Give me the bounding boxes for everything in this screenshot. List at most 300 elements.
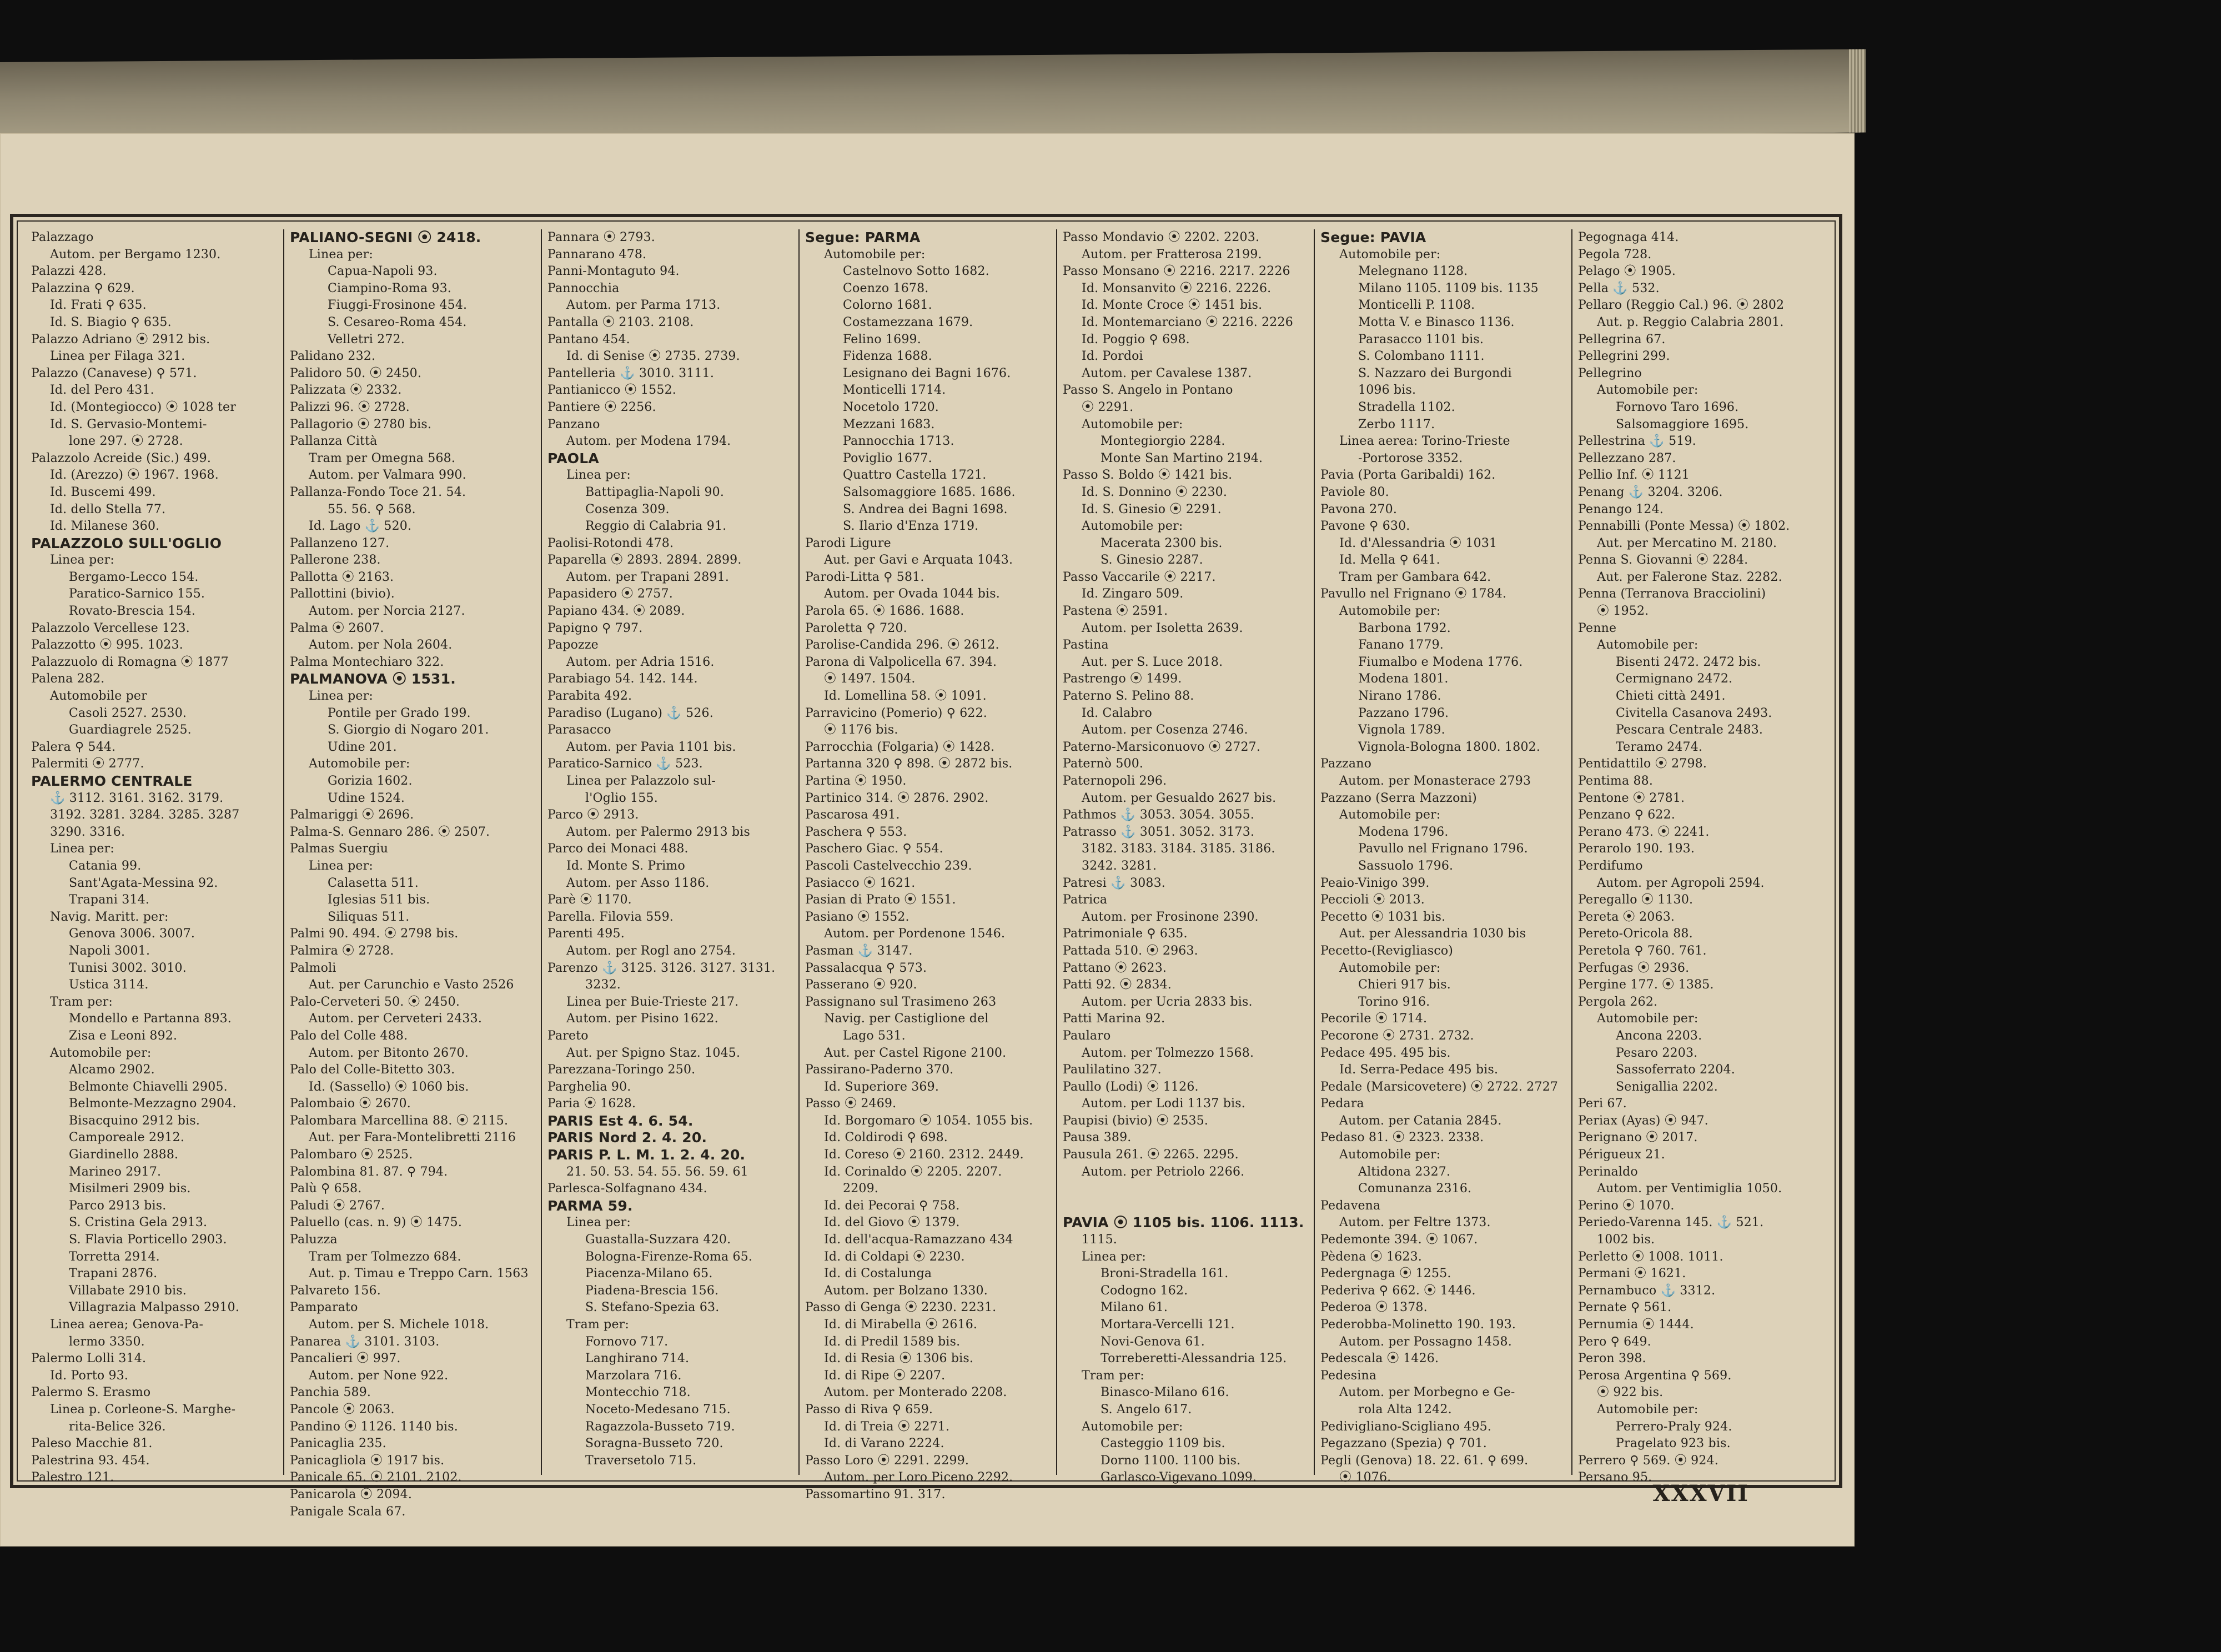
index-entry: l'Oglio 155.	[585, 791, 658, 805]
index-entry: Paupisi (bivio) ⦿ 2535.	[1063, 1113, 1209, 1128]
index-entry: Autom. per S. Michele 1018.	[309, 1318, 489, 1332]
index-entry: Aut. per Alessandria 1030 bis	[1339, 927, 1526, 941]
index-entry: Palombaio ⦿ 2670.	[290, 1097, 411, 1111]
index-entry: Fornovo 717.	[585, 1334, 669, 1349]
index-entry: Civitella Casanova 2493.	[1616, 706, 1772, 720]
index-entry: Ragazzola-Busseto 719.	[585, 1419, 735, 1434]
index-entry: Navig. per Castiglione del	[824, 1012, 989, 1026]
index-entry: Id. S. Donnino ⦿ 2230.	[1082, 485, 1228, 499]
index-entry: Pareto	[547, 1028, 589, 1043]
index-entry: Id. (Arezzo) ⦿ 1967. 1968.	[50, 468, 219, 483]
index-entry: Pedavena	[1320, 1198, 1381, 1213]
index-entry: Autom. per Valmara 990.	[309, 468, 466, 483]
index-entry: Panarea ⚓ 3101. 3103.	[290, 1334, 440, 1349]
index-entry: Pecetto ⦿ 1031 bis.	[1320, 910, 1446, 924]
index-entry: Vignola-Bologna 1800. 1802.	[1358, 740, 1541, 754]
index-entry: Id. Coreso ⦿ 2160. 2312. 2449.	[824, 1148, 1024, 1162]
index-entry: Teramo 2474.	[1616, 740, 1703, 754]
index-entry: Palazzuolo di Romagna ⦿ 1877	[31, 655, 229, 669]
index-entry: Passo S. Boldo ⦿ 1421 bis.	[1063, 468, 1233, 483]
index-entry: Perrero ⚲ 569. ⦿ 924.	[1578, 1453, 1718, 1468]
index-entry: Palazzolo Vercellese 123.	[31, 621, 190, 635]
index-entry: Quattro Castella 1721.	[843, 468, 987, 483]
index-entry: Pallanzeno 127.	[290, 536, 390, 550]
index-entry: Id. S. Ginesio ⦿ 2291.	[1082, 502, 1222, 516]
index-entry: Palombara Marcellina 88. ⦿ 2115.	[290, 1113, 509, 1128]
index-entry: Autom. per Monterado 2208.	[824, 1385, 1007, 1400]
index-entry: Passo Vaccarile ⦿ 2217.	[1063, 570, 1216, 584]
index-entry: Pantiere ⦿ 2256.	[547, 400, 656, 414]
index-entry: S. Cristina Gela 2913.	[69, 1216, 208, 1230]
index-entry: Salsomaggiore 1685. 1686.	[843, 485, 1016, 499]
index-entry: Palo del Colle-Bitetto 303.	[290, 1063, 455, 1077]
index-entry: Palmoli	[290, 961, 336, 975]
index-entry: Autom. per Pisino 1622.	[566, 1012, 718, 1026]
index-entry: Pegola 728.	[1578, 247, 1652, 262]
index-entry: S. Ginesio 2287.	[1101, 553, 1203, 568]
index-heading: PAOLA	[547, 450, 599, 466]
index-entry: Id. di Resia ⦿ 1306 bis.	[824, 1352, 974, 1366]
index-entry: Automobile per:	[824, 247, 926, 262]
index-entry: Paluello (cas. n. 9) ⦿ 1475.	[290, 1216, 463, 1230]
index-entry: Casoli 2527. 2530.	[69, 706, 187, 720]
index-entry: Id. di Costalunga	[824, 1267, 932, 1281]
index-entry: Bologna-Firenze-Roma 65.	[585, 1249, 753, 1264]
index-entry: Panchia 589.	[290, 1385, 371, 1400]
index-entry: Patrimoniale ⚲ 635.	[1063, 927, 1188, 941]
index-entry: Traversetolo 715.	[585, 1453, 697, 1468]
index-entry: Id. di Senise ⦿ 2735. 2739.	[566, 349, 740, 364]
index-entry: Broni-Stradella 161.	[1101, 1267, 1229, 1281]
index-entry: Periax (Ayas) ⦿ 947.	[1578, 1113, 1709, 1128]
index-entry: Modena 1796.	[1358, 825, 1449, 839]
index-entry: Udine 201.	[328, 740, 397, 754]
index-entry: Linea per Palazzolo sul-	[566, 774, 716, 788]
index-entry: Zerbo 1117.	[1358, 417, 1435, 431]
index-entry: Pallanza Città	[290, 434, 378, 449]
index-entry: Calasetta 511.	[328, 876, 419, 890]
index-entry: Palazzo Adriano ⦿ 2912 bis.	[31, 332, 210, 347]
index-entry: Pastina	[1063, 638, 1109, 652]
index-entry: Pasian di Prato ⦿ 1551.	[805, 893, 956, 907]
index-entry: Pantelleria ⚓ 3010. 3111.	[547, 366, 715, 380]
index-entry: Palma-S. Gennaro 286. ⦿ 2507.	[290, 825, 490, 839]
index-entry: Paulilatino 327.	[1063, 1063, 1162, 1077]
index-entry: 55. 56. ⚲ 568.	[328, 502, 416, 516]
index-entry: Autom. per Rogl ano 2754.	[566, 943, 736, 958]
index-entry: Trapani 2876.	[69, 1267, 158, 1281]
index-entry: Pegazzano (Spezia) ⚲ 701.	[1320, 1437, 1487, 1451]
index-entry: Papasidero ⦿ 2757.	[547, 587, 673, 601]
index-entry: Parlesca-Solfagnano 434.	[547, 1182, 707, 1196]
index-entry: Ancona 2203.	[1616, 1028, 1702, 1043]
index-entry: Comunanza 2316.	[1358, 1182, 1472, 1196]
index-entry: Linea per:	[566, 1216, 631, 1230]
index-entry: Pellestrina ⚓ 519.	[1578, 434, 1696, 449]
index-entry: Palmas Suergiu	[290, 842, 389, 856]
index-entry: Aut. per Carunchio e Vasto 2526	[309, 978, 514, 992]
index-entry: Autom. per Fratterosa 2199.	[1082, 247, 1262, 262]
index-entry: Penang ⚓ 3204. 3206.	[1578, 485, 1723, 499]
index-entry: Colorno 1681.	[843, 298, 932, 313]
index-entry: Id. Frati ⚲ 635.	[50, 298, 147, 313]
index-entry: Pedale (Marsicovetere) ⦿ 2722. 2727	[1320, 1079, 1559, 1094]
index-entry: Panigale Scala 67.	[290, 1504, 406, 1519]
index-entry: Fidenza 1688.	[843, 349, 932, 364]
index-entry: Peretola ⚲ 760. 761.	[1578, 943, 1707, 958]
index-entry: Melegnano 1128.	[1358, 264, 1468, 279]
index-entry: Pantano 454.	[547, 332, 630, 347]
index-entry: Automobile per:	[1339, 808, 1441, 822]
index-entry: Parenzo ⚓ 3125. 3126. 3127. 3131.	[547, 961, 776, 975]
index-entry: Pederoa ⦿ 1378.	[1320, 1300, 1428, 1315]
index-entry: Passirano-Paderno 370.	[805, 1063, 954, 1077]
index-entry: Parasacco	[547, 723, 611, 737]
index-entry: Palù ⚲ 658.	[290, 1182, 362, 1196]
index-entry: Autom. per Lodi 1137 bis.	[1082, 1097, 1245, 1111]
index-entry: Palizzata ⦿ 2332.	[290, 383, 402, 398]
index-entry: Aut. p. Reggio Calabria 2801.	[1597, 315, 1784, 329]
index-entry: Pentidattilo ⦿ 2798.	[1578, 757, 1707, 771]
index-entry: ⦿ 1176 bis.	[824, 723, 898, 737]
index-entry: Palmariggi ⦿ 2696.	[290, 808, 414, 822]
index-entry: Paluzza	[290, 1233, 338, 1247]
index-entry: Id. di Predil 1589 bis.	[824, 1334, 961, 1349]
index-entry: Perano 473. ⦿ 2241.	[1578, 825, 1710, 839]
index-column-5	[1056, 229, 1313, 1485]
index-entry: Pèdena ⦿ 1623.	[1320, 1249, 1422, 1264]
index-heading: PALERMO CENTRALE	[31, 773, 193, 789]
index-entry: Autom. per None 922.	[309, 1368, 449, 1383]
index-entry: Autom. per Ucria 2833 bis.	[1082, 995, 1253, 1009]
index-entry: Pausula 261. ⦿ 2265. 2295.	[1063, 1148, 1239, 1162]
index-entry: Palazzi 428.	[31, 264, 107, 279]
index-entry: Paolisi-Rotondi 478.	[547, 536, 674, 550]
index-entry: Tram per:	[50, 995, 113, 1009]
index-entry: Permani ⦿ 1621.	[1578, 1267, 1686, 1281]
index-entry: Parasacco 1101 bis.	[1358, 332, 1484, 347]
index-entry: Barbona 1792.	[1358, 621, 1451, 635]
index-entry: Autom. per Bitonto 2670.	[309, 1046, 469, 1060]
index-entry: Automobile per:	[1082, 417, 1183, 431]
index-entry: Autom. per Isoletta 2639.	[1082, 621, 1243, 635]
index-entry: Automobile per:	[50, 1046, 152, 1060]
index-entry: Aut. per Falerone Staz. 2282.	[1597, 570, 1782, 584]
index-entry: Palestrina 93. 454.	[31, 1453, 150, 1468]
index-entry: Pernambuco ⚓ 3312.	[1578, 1283, 1716, 1298]
index-entry: 3242. 3281.	[1082, 858, 1157, 873]
index-entry: S. Cesareo-Roma 454.	[328, 315, 467, 329]
index-entry: Id. di Mirabella ⦿ 2616.	[824, 1318, 978, 1332]
index-entry: Nirano 1786.	[1358, 689, 1441, 704]
index-entry: Autom. per Bolzano 1330.	[824, 1283, 988, 1298]
index-entry: Autom. per Parma 1713.	[566, 298, 721, 313]
index-entry: Autom. per Catania 2845.	[1339, 1113, 1502, 1128]
index-entry: Paternò 500.	[1063, 757, 1144, 771]
index-entry: Autom. per Petriolo 2266.	[1082, 1164, 1245, 1179]
index-entry: Ustica 3114.	[69, 978, 149, 992]
index-entry: Belmonte Chiavelli 2905.	[69, 1079, 228, 1094]
index-entry: Id. (Montegiocco) ⦿ 1028 ter	[50, 400, 236, 414]
index-entry: Autom. per Norcia 2127.	[309, 604, 465, 619]
index-entry: Automobile per:	[309, 757, 410, 771]
index-entry: -Portorose 3352.	[1358, 451, 1463, 465]
index-entry: Pennabilli (Ponte Messa) ⦿ 1802.	[1578, 519, 1790, 534]
index-entry: Genova 3006. 3007.	[69, 927, 195, 941]
index-entry: Zisa e Leoni 892.	[69, 1028, 178, 1043]
index-entry: Piacenza-Milano 65.	[585, 1267, 713, 1281]
index-entry: Automobile per:	[1597, 383, 1699, 398]
index-entry: Pannarano 478.	[547, 247, 647, 262]
index-entry: Patrica	[1063, 893, 1108, 907]
index-entry: Aut. p. Timau e Treppo Carn. 1563	[309, 1267, 529, 1281]
index-entry: lermo 3350.	[69, 1334, 145, 1349]
index-entry: Peaio-Vinigo 399.	[1320, 876, 1430, 890]
index-entry: Linea per:	[309, 247, 373, 262]
index-entry: Pegli (Genova) 18. 22. 61. ⚲ 699.	[1320, 1453, 1529, 1468]
index-entry: Autom. per Cavalese 1387.	[1082, 366, 1252, 380]
index-entry: Villabate 2910 bis.	[69, 1283, 187, 1298]
index-entry: Id. Milanese 360.	[50, 519, 160, 534]
index-entry: Peccioli ⦿ 2013.	[1320, 893, 1425, 907]
index-entry: Id. del Pero 431.	[50, 383, 154, 398]
index-entry: Id. di Ripe ⦿ 2207.	[824, 1368, 946, 1383]
index-entry: S. Stefano-Spezia 63.	[585, 1300, 720, 1315]
index-entry: Sant'Agata-Messina 92.	[69, 876, 218, 890]
index-entry: Pecorile ⦿ 1714.	[1320, 1012, 1428, 1026]
index-entry: Id. dello Stella 77.	[50, 502, 166, 516]
index-entry: Linea per Buie-Trieste 217.	[566, 995, 739, 1009]
index-entry: Parezzana-Toringo 250.	[547, 1063, 696, 1077]
index-entry: Pernate ⚲ 561.	[1578, 1300, 1672, 1315]
index-entry: Pascarosa 491.	[805, 808, 900, 822]
index-entry: Palazzo (Canavese) ⚲ 571.	[31, 366, 197, 380]
index-entry: Pantalla ⦿ 2103. 2108.	[547, 315, 694, 329]
index-entry: Palermiti ⦿ 2777.	[31, 757, 144, 771]
index-entry: Automobile per:	[1082, 519, 1183, 534]
index-entry: Palizzi 96. ⦿ 2728.	[290, 400, 410, 414]
index-entry	[1063, 1181, 1313, 1198]
index-entry: Reggio di Calabria 91.	[585, 519, 727, 534]
index-entry: Palidoro 50. ⦿ 2450.	[290, 366, 422, 380]
index-entry: Peron 398.	[1578, 1352, 1646, 1366]
index-entry: Torreberetti-Alessandria 125.	[1101, 1352, 1287, 1366]
index-entry: Autom. per Possagno 1458.	[1339, 1334, 1512, 1349]
index-entry: Aut. per Mercatino M. 2180.	[1597, 536, 1777, 550]
index-entry: Parona di Valpolicella 67. 394.	[805, 655, 997, 669]
index-entry: Ciampino-Roma 93.	[328, 281, 451, 295]
index-entry: Automobile per:	[1597, 638, 1699, 652]
index-entry: S. Giorgio di Nogaro 201.	[328, 723, 489, 737]
index-entry: Udine 1524.	[328, 791, 405, 805]
index-entry: Perletto ⦿ 1008. 1011.	[1578, 1249, 1723, 1264]
index-entry: 3192. 3281. 3284. 3285. 3287	[50, 808, 240, 822]
index-entry: Aut. per Spigno Staz. 1045.	[566, 1046, 741, 1060]
index-entry: Palermo S. Erasmo	[31, 1385, 151, 1400]
index-entry: Mortara-Vercelli 121.	[1101, 1318, 1235, 1332]
index-entry: Pathmos ⚓ 3053. 3054. 3055.	[1063, 808, 1255, 822]
index-entry: Pentone ⦿ 2781.	[1578, 791, 1685, 805]
index-entry: Papozze	[547, 638, 599, 652]
index-entry: Bisenti 2472. 2472 bis.	[1616, 655, 1761, 669]
index-entry: Autom. per Monasterace 2793	[1339, 774, 1531, 788]
index-entry: Id. Corinaldo ⦿ 2205. 2207.	[824, 1164, 1002, 1179]
index-entry: Id. dei Pecorai ⚲ 758.	[824, 1198, 960, 1213]
index-entry: ⦿ 1497. 1504.	[824, 672, 916, 686]
index-entry: Sassoferrato 2204.	[1616, 1063, 1735, 1077]
index-entry: Penna (Terranova Bracciolini)	[1578, 587, 1766, 601]
index-entry: Stradella 1102.	[1358, 400, 1455, 414]
index-entry: S. Angelo 617.	[1101, 1402, 1192, 1417]
index-entry: Autom. per Trapani 2891.	[566, 570, 730, 584]
index-entry: Peregallo ⦿ 1130.	[1578, 893, 1694, 907]
index-heading: PALAZZOLO SULL'OGLIO	[31, 535, 222, 551]
index-entry: Pedace 495. 495 bis.	[1320, 1046, 1451, 1060]
index-entry: Pedaso 81. ⦿ 2323. 2338.	[1320, 1131, 1484, 1145]
index-entry: Linea per:	[1082, 1249, 1146, 1264]
index-entry: Passo Monsano ⦿ 2216. 2217. 2226	[1063, 264, 1290, 279]
index-entry: Pellegrina 67.	[1578, 332, 1666, 347]
index-entry: Autom. per Ovada 1044 bis.	[824, 587, 1000, 601]
index-entry: Automobile per:	[1082, 1419, 1183, 1434]
index-entry: Pastena ⦿ 2591.	[1063, 604, 1168, 619]
index-entry: Patrasso ⚓ 3051. 3052. 3173.	[1063, 825, 1255, 839]
index-entry: Pamparato	[290, 1300, 358, 1315]
index-entry: Autom. per Ventimiglia 1050.	[1597, 1182, 1782, 1196]
index-entry: Catania 99.	[69, 858, 142, 873]
index-entry: Paria ⦿ 1628.	[547, 1097, 636, 1111]
index-heading: PAVIA ⦿ 1105 bis. 1106. 1113.	[1063, 1214, 1304, 1231]
index-entry: Monticelli P. 1108.	[1358, 298, 1475, 313]
index-entry: Parodi-Litta ⚲ 581.	[805, 570, 924, 584]
index-entry: Linea per:	[50, 842, 114, 856]
index-entry: Paroletta ⚲ 720.	[805, 621, 907, 635]
index-entry: Periedo-Varenna 145. ⚓ 521.	[1578, 1216, 1764, 1230]
index-column-2	[283, 229, 540, 1519]
index-entry: Autom. per Pavia 1101 bis.	[566, 740, 736, 754]
index-entry: Trapani 314.	[69, 893, 150, 907]
index-entry: Palazzina ⚲ 629.	[31, 281, 135, 295]
index-entry: Tram per Gambara 642.	[1339, 570, 1491, 584]
index-entry: Id. Lago ⚓ 520.	[309, 519, 412, 534]
index-entry: Id. Monte Croce ⦿ 1451 bis.	[1082, 298, 1263, 313]
index-entry: Pavullo nel Frignano 1796.	[1358, 842, 1528, 856]
index-entry: Pedara	[1320, 1097, 1364, 1111]
index-entry: Panicale 65. ⦿ 2101. 2102.	[290, 1470, 462, 1485]
index-entry: Pannocchia	[547, 281, 620, 295]
index-entry: Tram per Omegna 568.	[309, 451, 456, 465]
index-entry: Paularo	[1063, 1028, 1111, 1043]
index-entry: Guastalla-Suzzara 420.	[585, 1233, 731, 1247]
index-entry: Fiuggi-Frosinone 454.	[328, 298, 468, 313]
index-entry: Napoli 3001.	[69, 943, 150, 958]
index-entry: Pellio Inf. ⦿ 1121	[1578, 468, 1690, 483]
index-entry: Palombaro ⦿ 2525.	[290, 1148, 413, 1162]
index-entry: Linea per:	[566, 468, 631, 483]
index-entry: Pasman ⚓ 3147.	[805, 943, 913, 958]
index-entry: Pantianicco ⦿ 1552.	[547, 383, 676, 398]
index-entry: Palmi 90. 494. ⦿ 2798 bis.	[290, 927, 459, 941]
index-entry: Pereto-Oricola 88.	[1578, 927, 1693, 941]
index-entry: Fornovo Taro 1696.	[1616, 400, 1739, 414]
index-entry: Parravicino (Pomerio) ⚲ 622.	[805, 706, 987, 720]
index-entry: Noceto-Medesano 715.	[585, 1402, 731, 1417]
index-entry: Parco ⦿ 2913.	[547, 808, 639, 822]
index-entry: Autom. per Cosenza 2746.	[1082, 723, 1248, 737]
index-entry: Id. del Giovo ⦿ 1379.	[824, 1216, 960, 1230]
index-entry: Parè ⦿ 1170.	[547, 893, 632, 907]
index-entry: Autom. per Asso 1186.	[566, 876, 710, 890]
index-entry: Fiumalbo e Modena 1776.	[1358, 655, 1523, 669]
index-entry: Palazzolo Acreide (Sic.) 499.	[31, 451, 212, 465]
index-entry: Fanano 1779.	[1358, 638, 1444, 652]
index-entry: Parco 2913 bis.	[69, 1198, 167, 1213]
index-entry: Partina ⦿ 1950.	[805, 774, 907, 788]
index-entry: Patresi ⚓ 3083.	[1063, 876, 1165, 890]
index-entry: Paullo (Lodi) ⦿ 1126.	[1063, 1079, 1199, 1094]
index-entry: Chieri 917 bis.	[1358, 978, 1451, 992]
index-entry: Siliquas 511.	[328, 910, 410, 924]
index-entry: Aut. per Fara-Montelibretti 2116	[309, 1131, 516, 1145]
index-entry: Parabita 492.	[547, 689, 632, 704]
index-entry: Pellezzano 287.	[1578, 451, 1676, 465]
index-entry: Passo Loro ⦿ 2291. 2299.	[805, 1453, 969, 1468]
index-entry: Torretta 2914.	[69, 1249, 160, 1264]
index-entry: Perarolo 190. 193.	[1578, 842, 1695, 856]
index-entry: Milano 61.	[1101, 1300, 1168, 1315]
index-entry: Pavia (Porta Garibaldi) 162.	[1320, 468, 1496, 483]
index-entry: Piadena-Brescia 156.	[585, 1283, 719, 1298]
index-entry: Rovato-Brescia 154.	[69, 604, 196, 619]
index-entry: Battipaglia-Napoli 90.	[585, 485, 725, 499]
index-entry: Linea aerea: Torino-Trieste	[1339, 434, 1510, 449]
index-entry: Pasiacco ⦿ 1621.	[805, 876, 916, 890]
book-page	[0, 133, 1855, 1546]
index-entry: rola Alta 1242.	[1358, 1402, 1452, 1417]
index-entry: Id. di Coldapi ⦿ 2230.	[824, 1249, 965, 1264]
index-entry: Mezzani 1683.	[843, 417, 935, 431]
index-heading: PALIANO-SEGNI ⦿ 2418.	[290, 229, 481, 245]
index-entry: Pancole ⦿ 2063.	[290, 1402, 395, 1417]
index-entry: Pallerone 238.	[290, 553, 381, 568]
index-entry: Parghelia 90.	[547, 1079, 631, 1094]
index-entry: Id. Zingaro 509.	[1082, 587, 1184, 601]
index-entry: Pandino ⦿ 1126. 1140 bis.	[290, 1419, 458, 1434]
index-entry: Pavona 270.	[1320, 502, 1398, 516]
index-entry: Penna S. Giovanni ⦿ 2284.	[1578, 553, 1748, 568]
index-column-4	[798, 229, 1055, 1502]
index-entry: Paratico-Sarnico ⚓ 523.	[547, 757, 703, 771]
index-entry: Aut. per Castel Rigone 2100.	[824, 1046, 1007, 1060]
index-entry: Autom. per Loro Piceno 2292.	[824, 1470, 1013, 1485]
index-entry: Pavullo nel Frignano ⦿ 1784.	[1320, 587, 1507, 601]
index-entry: Panzano	[547, 417, 600, 431]
index-entry: Iglesias 511 bis.	[328, 893, 430, 907]
index-entry: Id. Serra-Pedace 495 bis.	[1339, 1063, 1499, 1077]
index-entry: Belmonte-Mezzagno 2904.	[69, 1097, 237, 1111]
index-entry: Id. Pordoi	[1082, 349, 1143, 364]
index-entry: Perinaldo	[1578, 1164, 1638, 1179]
index-entry: Pedergnaga ⦿ 1255.	[1320, 1267, 1451, 1281]
index-entry: S. Colombano 1111.	[1358, 349, 1485, 364]
index-entry: Id. (Sassello) ⦿ 1060 bis.	[309, 1079, 469, 1094]
index-entry: Pedivigliano-Scigliano 495.	[1320, 1419, 1492, 1434]
index-entry: Id. Superiore 369.	[824, 1079, 939, 1094]
index-entry: Gorizia 1602.	[328, 774, 413, 788]
index-entry: Penne	[1578, 621, 1617, 635]
index-entry: Passo ⦿ 2469.	[805, 1097, 897, 1111]
index-entry: Novi-Genova 61.	[1101, 1334, 1205, 1349]
